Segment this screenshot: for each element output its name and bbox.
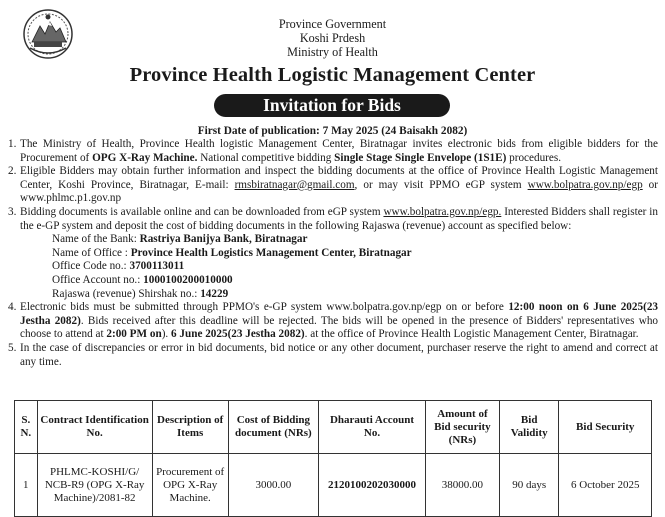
- office-code-row: Office Code no.: 3700113011: [52, 260, 185, 273]
- col-validity: Bid Validity: [499, 401, 559, 454]
- col-description: Description of Items: [152, 401, 228, 454]
- col-amount: Amount of Bid security (NRs): [425, 401, 499, 454]
- egp-link[interactable]: www.bolpatra.gov.np/egp: [527, 178, 643, 191]
- header-pradesh: Koshi Prdesh: [299, 31, 366, 45]
- shirshak-row: Rajaswa (revenue) Shirshak no.: 14229: [52, 287, 229, 300]
- bank-details: [8, 233, 658, 301]
- clause-1: 1. The Ministry of Health, Province Health logistic Management Center, Biratnagar invites electronic bids from eligible bidders for the Procurement of OPG X-Ray Machine. National competitive bidding Single Stage Single Envelope (1S1E) procedures.: [8, 138, 658, 164]
- cell-account: 2120100202030000: [319, 454, 426, 517]
- email-link[interactable]: rmsbiratnagar@gmail.com: [234, 178, 355, 191]
- publication-date: First Date of publication: 7 May 2025 (24 Baisakh 2082): [197, 125, 468, 137]
- office-account-row: Office Account no.: 1000100200010000: [52, 273, 233, 286]
- header-province: Province Government: [278, 17, 387, 31]
- bank-name-row: Name of the Bank: Rastriya Banijya Bank, Biratnagar: [52, 233, 308, 246]
- cell-contract: PHLMC-KOSHI/G/ NCB-R9 (OPG X-Ray Machine)/2081-82: [37, 454, 152, 517]
- notice-body: [8, 138, 658, 369]
- clause-5: 5. In the case of discrepancies or error in bid documents, bid notice or any other document, purchaser reserve the right to amend and correct at any time.: [8, 341, 658, 368]
- table-row: [15, 454, 652, 517]
- col-account: Dharauti Account No.: [319, 401, 426, 454]
- cell-cost: 3000.00: [228, 454, 318, 517]
- cell-description: Procurement of OPG X-Ray Machine.: [152, 454, 228, 517]
- office-name-row: Name of Office : Province Health Logistics Management Center, Biratnagar: [52, 246, 412, 259]
- cell-validity: 90 days: [499, 454, 559, 517]
- col-security: Bid Security: [559, 401, 652, 454]
- table-header-row: [15, 401, 652, 454]
- clause-2: 2. Eligible Bidders may obtain further information and inspect the bidding documents at the office of Province Health Logistic Management Center, Koshi Province, Biratnagar, E-mail: rmsbiratnagar@gmail.com, or may visit PPMO eGP system www.bolpatra.gov.np/egp or www.phlmc.p1.gov.np: [8, 165, 658, 205]
- cell-security: 6 October 2025: [559, 454, 652, 517]
- col-sn: S. N.: [15, 401, 38, 454]
- clause-4: 4. Electronic bids must be submitted through PPMO's e-GP system www.bolpatra.gov.np/egp on or before 12:00 noon on 6 June 2025(23 Jestha 2082). Bids received after this deadline will be rejected. The bids will be opened in the presence of Bidders' representatives who choose to attend at 2:00 PM on). 6 June 2025(23 Jestha 2082). at the office of Province Health Logistic Management Center, Biratnagar.: [8, 301, 659, 341]
- bid-table: [14, 400, 652, 517]
- invitation-banner: Invitation for Bids: [214, 94, 450, 117]
- col-cost: Cost of Bidding document (NRs): [228, 401, 318, 454]
- cell-amount: 38000.00: [425, 454, 499, 517]
- col-contract: Contract Identification No.: [37, 401, 152, 454]
- header-ministry: Ministry of Health: [287, 45, 378, 59]
- clause-3: 3. Bidding documents is available online and can be downloaded from eGP system www.bolpatra.gov.np/egp. Interested Bidders shall register in the e-GP system and deposit the cost of bidding documents in the following Rajaswa (revenue) account as specified below:: [8, 205, 658, 232]
- egp-download-link[interactable]: www.bolpatra.gov.np/egp.: [383, 205, 502, 218]
- cell-sn: 1: [15, 454, 38, 517]
- organization-title: Province Health Logistic Management Center: [129, 64, 536, 86]
